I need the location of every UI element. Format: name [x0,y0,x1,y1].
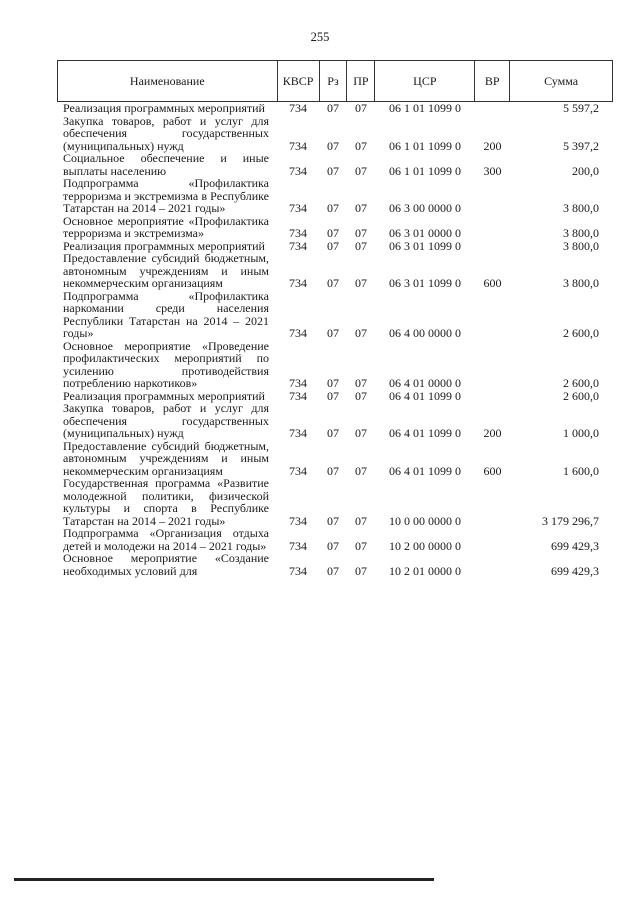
rz-cell: 07 [327,276,339,290]
header-sum: Сумма [510,61,613,101]
header-csr: ЦСР [375,61,475,101]
sum-cell: 3 800,0 [563,201,599,215]
table-row [57,152,613,177]
row-name: Основное мероприятие «Профилактика терроризма и экстремизма» [63,213,269,240]
sum-cell: 3 179 296,7 [542,513,599,528]
vr-cell: 300 [483,163,502,178]
csr-cell: 06 3 01 1099 0 [389,238,461,253]
table-row [57,215,613,240]
sum-cell: 200,0 [572,163,599,178]
rz-cell: 07 [327,163,339,178]
kvsr-cell: 734 [289,138,307,153]
table-row [57,177,613,215]
row-name: Закупка товаров, работ и услуг для обеспечения государственных (муниципальных) нужд [63,401,269,440]
row-name: Социальное обеспечение и иные выплаты населению [63,151,269,178]
page-number: 255 [310,30,330,44]
table-row [57,340,613,390]
row-name: Закупка товаров, работ и услуг для обеспечения государственных (муниципальных) нужд [63,113,269,153]
table-row [57,477,613,527]
row-name: Подпрограмма «Организация отдыха детей и молодежи на 2014 – 2021 годы» [63,526,269,553]
header-pr: ПР [347,61,375,101]
csr-cell: 06 4 00 0000 0 [389,326,461,340]
pr-cell: 07 [355,226,367,240]
sum-cell: 2 600,0 [563,326,599,340]
csr-cell: 10 2 00 0000 0 [389,538,461,553]
csr-cell: 10 0 00 0000 0 [389,513,461,528]
sum-cell: 5 397,2 [563,138,599,153]
pr-cell: 07 [355,513,367,528]
pr-cell: 07 [355,326,367,340]
header-vr: ВР [475,61,510,101]
sum-cell: 699 429,3 [551,538,599,553]
header-kvsr: КВСР [278,61,320,101]
csr-cell: 06 4 01 1099 0 [389,463,461,478]
kvsr-cell: 734 [289,201,307,215]
table-body [57,102,613,577]
pr-cell: 07 [355,538,367,553]
kvsr-cell: 734 [289,426,307,440]
kvsr-cell: 734 [289,276,307,290]
table-row [57,440,613,478]
pr-cell: 07 [355,101,367,115]
sum-cell: 3 800,0 [563,276,599,290]
sum-cell: 1 600,0 [563,463,599,478]
kvsr-cell: 734 [289,101,307,115]
table-row [57,290,613,340]
pr-cell: 07 [355,276,367,290]
pr-cell: 07 [355,238,367,253]
csr-cell: 06 4 01 1099 0 [389,426,461,440]
pr-cell: 07 [355,376,367,390]
sum-cell: 1 000,0 [563,426,599,440]
rz-cell: 07 [327,388,339,403]
header-rz: Рз [320,61,348,101]
budget-table [57,60,613,577]
pr-cell: 07 [355,463,367,478]
table-row [57,527,613,552]
rz-cell: 07 [327,538,339,553]
kvsr-cell: 734 [289,326,307,340]
csr-cell: 06 1 01 1099 0 [389,163,461,178]
table-row [57,102,613,115]
rz-cell: 07 [327,426,339,440]
rz-cell: 07 [327,513,339,528]
kvsr-cell: 734 [289,238,307,253]
rz-cell: 07 [327,563,339,578]
rz-cell: 07 [327,138,339,153]
kvsr-cell: 734 [289,376,307,390]
row-name: Реализация программных мероприятий [63,101,265,115]
pr-cell: 07 [355,563,367,578]
rz-cell: 07 [327,238,339,253]
pr-cell: 07 [355,201,367,215]
pr-cell: 07 [355,163,367,178]
rz-cell: 07 [327,376,339,390]
table-row [57,252,613,290]
pr-cell: 07 [355,138,367,153]
kvsr-cell: 734 [289,538,307,553]
sum-cell: 2 600,0 [563,388,599,403]
row-name: Подпрограмма «Профилактика терроризма и экстремизма в Республике Татарстан на 2014 – 2021 годы» [63,176,269,215]
csr-cell: 06 1 01 1099 0 [389,138,461,153]
header-name: Наименование [58,61,278,101]
kvsr-cell: 734 [289,563,307,578]
row-name: Предоставление субсидий бюджетным, автономным учреждениям и иным некоммерческим организациям [63,251,269,290]
table-row [57,552,613,577]
rz-cell: 07 [327,463,339,478]
row-name: Основное мероприятие «Проведение профилактических мероприятий по усилению противодействия потреблению наркотиков» [63,338,269,390]
csr-cell: 06 3 00 0000 0 [389,201,461,215]
csr-cell: 06 4 01 1099 0 [389,388,461,403]
sum-cell: 3 800,0 [563,238,599,253]
csr-cell: 06 3 01 0000 0 [389,226,461,240]
table-header [57,60,613,102]
row-name: Основное мероприятие «Создание необходимых условий для [63,551,269,578]
rz-cell: 07 [327,226,339,240]
rz-cell: 07 [327,201,339,215]
row-name: Реализация программных мероприятий [63,238,265,253]
kvsr-cell: 734 [289,163,307,178]
csr-cell: 06 4 01 0000 0 [389,376,461,390]
rz-cell: 07 [327,326,339,340]
kvsr-cell: 734 [289,388,307,403]
sum-cell: 699 429,3 [551,563,599,578]
pr-cell: 07 [355,388,367,403]
vr-cell: 200 [483,138,502,153]
sum-cell: 3 800,0 [563,226,599,240]
table-row [57,402,613,440]
vr-cell: 600 [483,463,502,478]
sum-cell: 5 597,2 [563,101,599,115]
kvsr-cell: 734 [289,226,307,240]
kvsr-cell: 734 [289,513,307,528]
csr-cell: 06 1 01 1099 0 [389,101,461,115]
bottom-rule [14,878,434,881]
row-name: Государственная программа «Развитие молодежной политики, физической культуры и спорта в Республике Татарстан на 2014 – 2021 годы» [63,476,269,528]
row-name: Предоставление субсидий бюджетным, автономным учреждениям и иным некоммерческим организациям [63,438,269,478]
rz-cell: 07 [327,101,339,115]
kvsr-cell: 734 [289,463,307,478]
table-row [57,115,613,153]
sum-cell: 2 600,0 [563,376,599,390]
vr-cell: 600 [483,276,502,290]
csr-cell: 10 2 01 0000 0 [389,563,461,578]
vr-cell: 200 [483,426,502,440]
csr-cell: 06 3 01 1099 0 [389,276,461,290]
pr-cell: 07 [355,426,367,440]
row-name: Подпрограмма «Профилактика наркомании среди населения Республики Татарстан на 2014 – 2021 годы» [63,288,269,340]
row-name: Реализация программных мероприятий [63,388,265,403]
